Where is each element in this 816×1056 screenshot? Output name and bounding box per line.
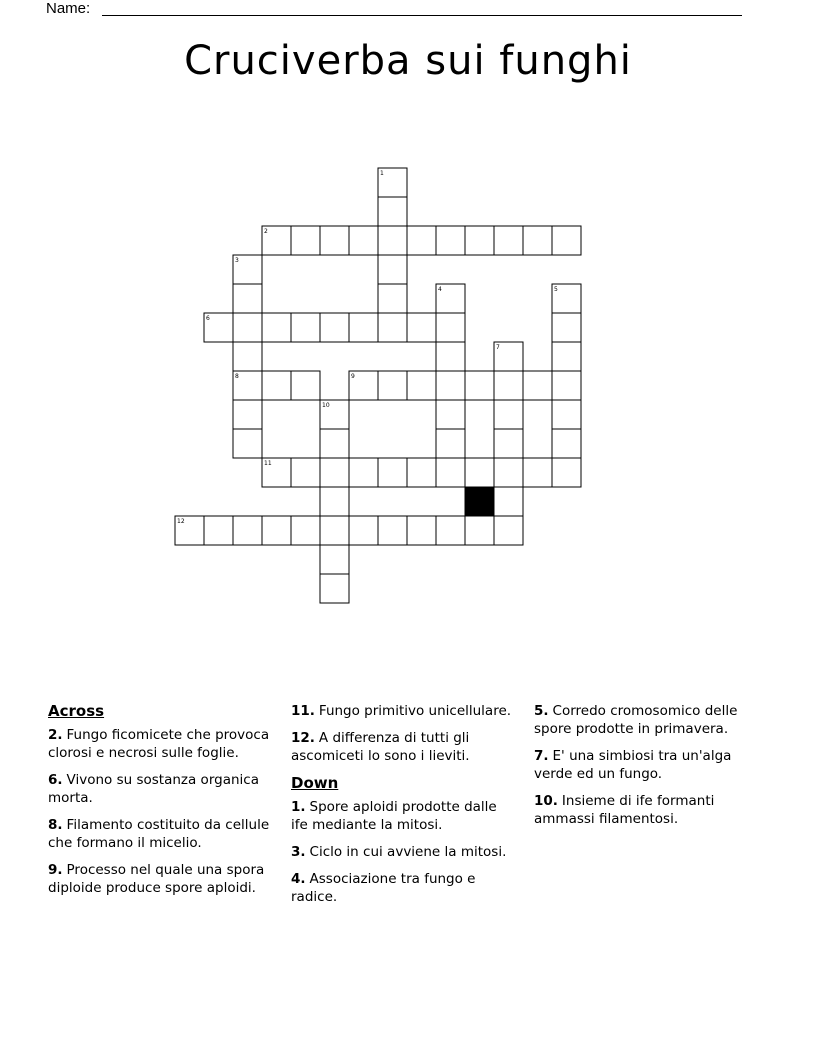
grid-cell[interactable]: [378, 226, 407, 255]
page-title: Cruciverba sui funghi: [184, 38, 632, 84]
grid-cell[interactable]: [494, 400, 523, 429]
across-clue-list: [48, 726, 273, 897]
cell-number: 6: [206, 315, 210, 322]
grid-cell[interactable]: [552, 342, 581, 371]
clue-number: 5.: [534, 703, 549, 719]
grid-cell[interactable]: [291, 458, 320, 487]
clue-item: [291, 870, 516, 906]
grid-cell[interactable]: [494, 516, 523, 545]
grid-cell[interactable]: [494, 487, 523, 516]
down-clue-list: [291, 798, 516, 906]
cell-number: 11: [264, 460, 272, 467]
grid-cell[interactable]: [523, 226, 552, 255]
clue-item: [534, 747, 769, 783]
grid-cell[interactable]: [465, 516, 494, 545]
grid-cell[interactable]: [465, 458, 494, 487]
grid-cell[interactable]: [436, 400, 465, 429]
down-heading: Down: [291, 774, 339, 792]
grid-cell[interactable]: [436, 458, 465, 487]
cell-number: 9: [351, 373, 355, 380]
grid-cell[interactable]: [552, 371, 581, 400]
grid-cell[interactable]: [291, 226, 320, 255]
name-label: Name:: [46, 0, 91, 17]
cell-number: 1: [380, 170, 384, 177]
grid-cell[interactable]: [378, 197, 407, 226]
grid-cell[interactable]: [552, 458, 581, 487]
grid-cell[interactable]: [320, 458, 349, 487]
grid-cell[interactable]: [523, 371, 552, 400]
cell-number: 12: [177, 518, 185, 525]
clue-number: 7.: [534, 748, 549, 764]
grid-cell[interactable]: [233, 313, 262, 342]
grid-cell[interactable]: [320, 313, 349, 342]
grid-cell[interactable]: [494, 371, 523, 400]
clue-text: A differenza di tutti gli ascomiceti lo sono i lieviti.: [291, 730, 470, 764]
clue-number: 4.: [291, 871, 306, 887]
grid-cell[interactable]: [436, 342, 465, 371]
cell-number: 4: [438, 286, 442, 293]
clue-number: 6.: [48, 772, 63, 788]
grid-cell[interactable]: [233, 400, 262, 429]
grid-cell[interactable]: [320, 487, 349, 516]
clue-text: E' una simbiosi tra un'alga verde ed un fungo.: [534, 748, 732, 782]
grid-cell[interactable]: [436, 429, 465, 458]
grid-cell[interactable]: [552, 226, 581, 255]
grid-cell[interactable]: [349, 313, 378, 342]
grid-cell[interactable]: [523, 458, 552, 487]
grid-cell[interactable]: [262, 516, 291, 545]
clue-number: 11.: [291, 703, 315, 719]
clues-column-1: [48, 702, 273, 906]
clue-number: 1.: [291, 799, 306, 815]
grid-cell[interactable]: [233, 342, 262, 371]
clue-number: 9.: [48, 862, 63, 878]
grid-cell[interactable]: [407, 313, 436, 342]
grid-cell[interactable]: [465, 226, 494, 255]
clue-number: 12.: [291, 730, 315, 746]
clue-text: Associazione tra fungo e radice.: [291, 871, 476, 905]
grid-cell[interactable]: [378, 284, 407, 313]
grid-cell[interactable]: [407, 516, 436, 545]
cell-number: 7: [496, 344, 500, 351]
grid-cell[interactable]: [436, 371, 465, 400]
grid-cell[interactable]: [204, 516, 233, 545]
grid-cell[interactable]: [407, 226, 436, 255]
clue-text: Vivono su sostanza organica morta.: [48, 772, 259, 806]
clues-column-2: [291, 702, 516, 915]
grid-cell[interactable]: [233, 516, 262, 545]
cell-number: 10: [322, 402, 330, 409]
clue-text: Corredo cromosomico delle spore prodotte in primavera.: [534, 703, 738, 737]
grid-cell[interactable]: [349, 458, 378, 487]
clue-number: 10.: [534, 793, 558, 809]
grid-cell[interactable]: [436, 516, 465, 545]
clue-item: [291, 702, 516, 720]
grid-cell[interactable]: [233, 284, 262, 313]
clue-text: Filamento costituito da cellule che formano il micelio.: [48, 817, 270, 851]
grid-cell[interactable]: [320, 516, 349, 545]
grid-cell[interactable]: [349, 226, 378, 255]
clue-item: [534, 702, 769, 738]
grid-cell[interactable]: [233, 429, 262, 458]
grid-cell[interactable]: [291, 516, 320, 545]
clues-column-3: [534, 702, 769, 837]
clue-item: [48, 861, 273, 897]
grid-cell[interactable]: [465, 371, 494, 400]
across-clue-list-cont: [291, 702, 516, 765]
grid-cell[interactable]: [378, 313, 407, 342]
clue-item: [48, 771, 273, 807]
clue-number: 8.: [48, 817, 63, 833]
cell-number: 8: [235, 373, 239, 380]
grid-cell[interactable]: [552, 429, 581, 458]
clue-item: [48, 726, 273, 762]
clue-item: [291, 798, 516, 834]
clue-text: Fungo ficomicete che provoca clorosi e necrosi sulle foglie.: [48, 727, 270, 761]
clue-item: [291, 729, 516, 765]
grid-cell[interactable]: [320, 429, 349, 458]
grid-cell[interactable]: [407, 371, 436, 400]
clue-text: Insieme di ife formanti ammassi filamentosi.: [534, 793, 715, 827]
clue-text: Ciclo in cui avviene la mitosi.: [309, 844, 507, 860]
grid-cell[interactable]: [407, 458, 436, 487]
grid-cell[interactable]: [436, 226, 465, 255]
grid-cell[interactable]: [378, 255, 407, 284]
cell-number: 3: [235, 257, 239, 264]
grid-cell[interactable]: [436, 313, 465, 342]
grid-cell[interactable]: [320, 574, 349, 603]
grid-cell[interactable]: [320, 545, 349, 574]
clue-text: Processo nel quale una spora diploide produce spore aploidi.: [48, 862, 265, 896]
grid-cell[interactable]: [552, 400, 581, 429]
grid-cell[interactable]: [494, 458, 523, 487]
down-clue-list-cont: [534, 702, 769, 828]
cell-number: 5: [554, 286, 558, 293]
grid-cell[interactable]: [378, 371, 407, 400]
grid-cell[interactable]: [291, 313, 320, 342]
clue-item: [534, 792, 769, 828]
grid-cell[interactable]: [349, 516, 378, 545]
grid-cell[interactable]: [320, 226, 349, 255]
black-cell: [465, 487, 494, 516]
cell-number: 2: [264, 228, 268, 235]
clue-item: [291, 843, 516, 861]
clue-item: [48, 816, 273, 852]
grid-cell[interactable]: [494, 226, 523, 255]
grid-cell[interactable]: [552, 313, 581, 342]
clue-number: 2.: [48, 727, 63, 743]
grid-cell[interactable]: [378, 458, 407, 487]
clue-text: Spore aploidi prodotte dalle ife mediante la mitosi.: [291, 799, 497, 833]
grid-cell[interactable]: [262, 371, 291, 400]
grid-cell[interactable]: [378, 516, 407, 545]
grid-cell[interactable]: [494, 429, 523, 458]
clue-number: 3.: [291, 844, 306, 860]
grid-cell[interactable]: [291, 371, 320, 400]
grid-cell[interactable]: [262, 313, 291, 342]
clue-text: Fungo primitivo unicellulare.: [318, 703, 512, 719]
across-heading: Across: [48, 702, 105, 720]
